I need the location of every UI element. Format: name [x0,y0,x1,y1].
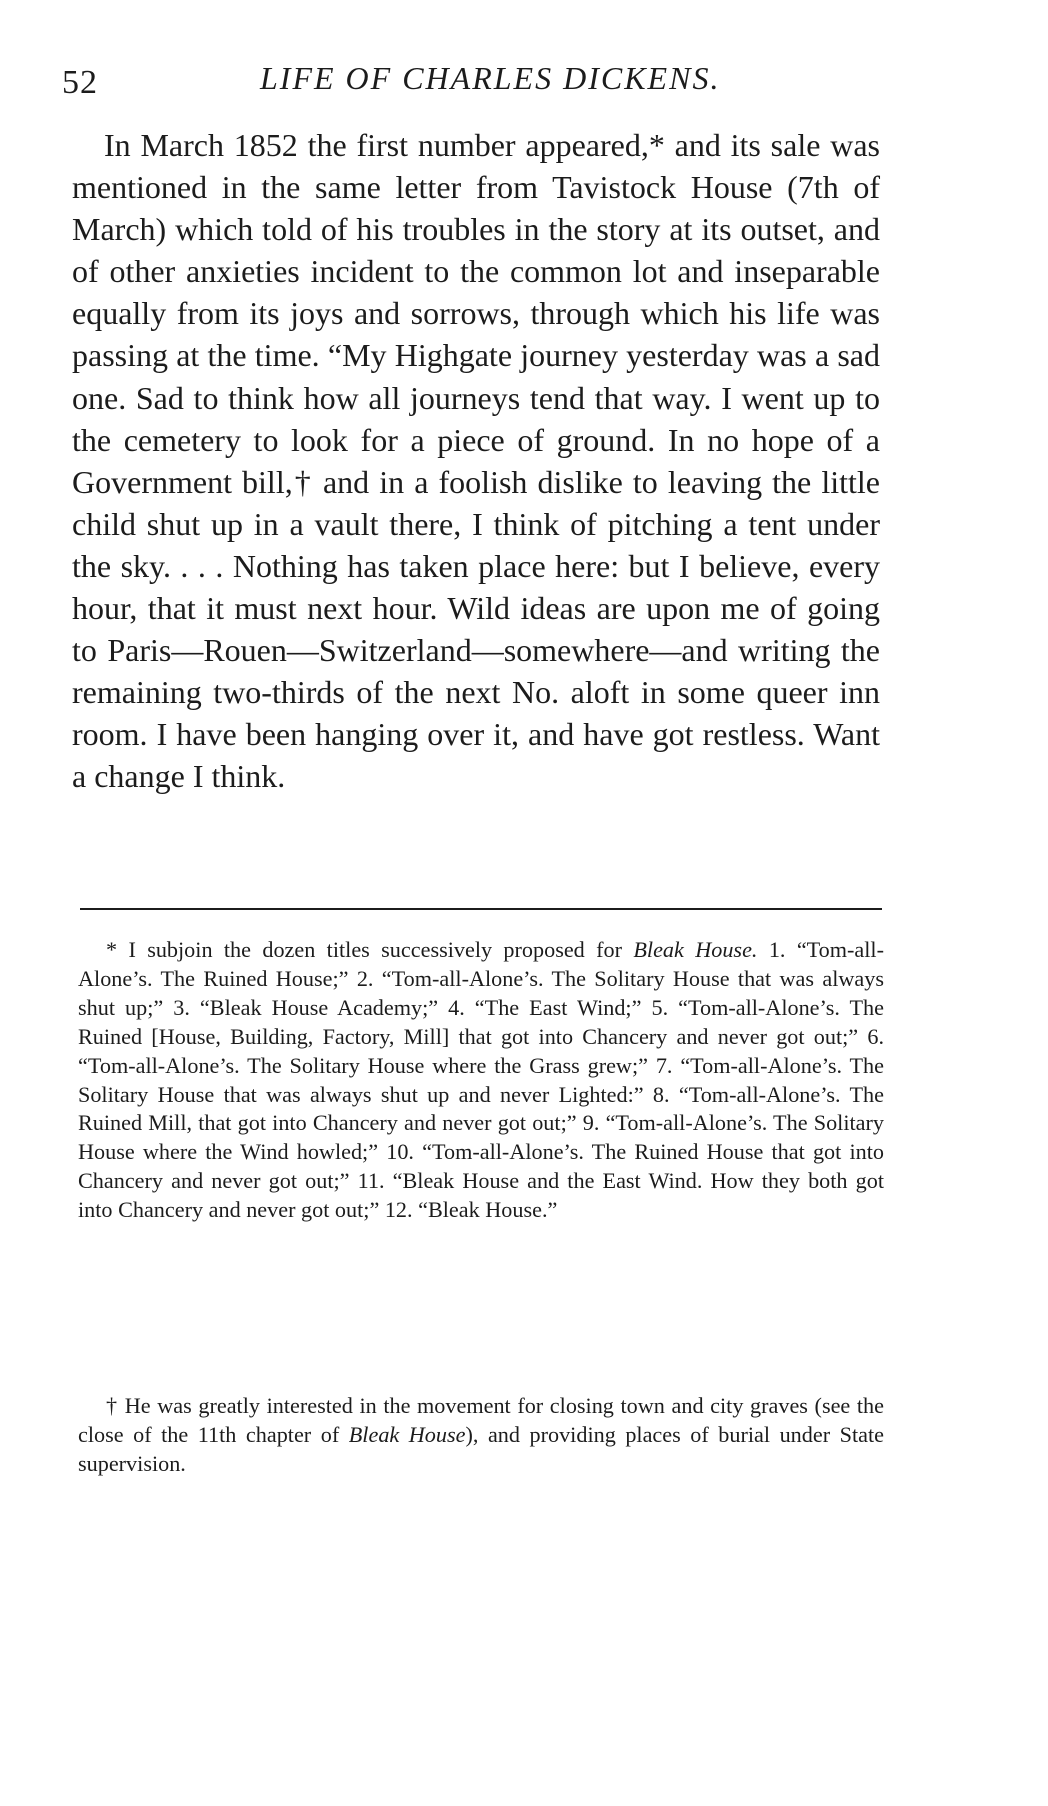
body-paragraph: In March 1852 the first number appeared,* and its sale was mentioned in the same letter from Tavistock House (7th of March) which told of his troubles in the story at its outset, and of other anxieties incident to the common lot and inseparable equally from its joys and sorrows, through which his life was passing at the time. “My Highgate journey yesterday was a sad one. Sad to think how all journeys tend that way. I went up to the cemetery to look for a piece of ground. In no hope of a Government bill,† and in a foolish dislike to leaving the little child shut up in a vault there, I think of pitching a tent under the sky. . . . Nothing has taken place here: but I believe, every hour, that it must next hour. Wild ideas are upon me of going to Paris—Rouen—Switzerland—somewhere—and writing the remaining two-thirds of the next No. aloft in some queer inn room. I have been hanging over it, and have got restless. Want a change I think. [72,127,880,795]
footnote-divider [80,908,882,910]
footnote-text: † He was greatly interested in the movement for closing town and city graves (see the close of the 11th chapter of [78,1393,884,1447]
running-head: LIFE OF CHARLES DICKENS. [260,60,721,96]
footnote-text: * I subjoin the dozen titles successively proposed for [106,937,634,962]
footnote-text: 1. “Tom-all-Alone’s. The Ruined House;” 2. “Tom-all-Alone’s. The Solitary House that was always shut up;” 3. “Bleak House Academy;” 4. “The East Wind;” 5. “Tom-all-Alone’s. The Ruined [House, Building, Factory, Mill] that got into Chancery and never got out;” 6. “Tom-all-Alone’s. The Solitary House where the Grass grew;” 7. “Tom-all-Alone’s. The Solitary House that was always shut up and never Lighted:” 8. “Tom-all-Alone’s. The Ruined Mill, that got into Chancery and never got out;” 9. “Tom-all-Alone’s. The Solitary House where the Wind howled;” 10. “Tom-all-Alone’s. The Ruined House that got into Chancery and never got out;” 11. “Bleak House and the East Wind. How they both got into Chancery and never got out;” 12. “Bleak House.” [78,937,884,1223]
page-number: 52 [62,64,98,101]
footnote-text: ), and providing places of burial under State supervision. [78,1421,884,1476]
book-title: Bleak House. [633,937,758,962]
footnote-titles [78,936,884,1225]
book-title: Bleak House [348,1421,466,1447]
footnote-graves [78,1392,884,1479]
